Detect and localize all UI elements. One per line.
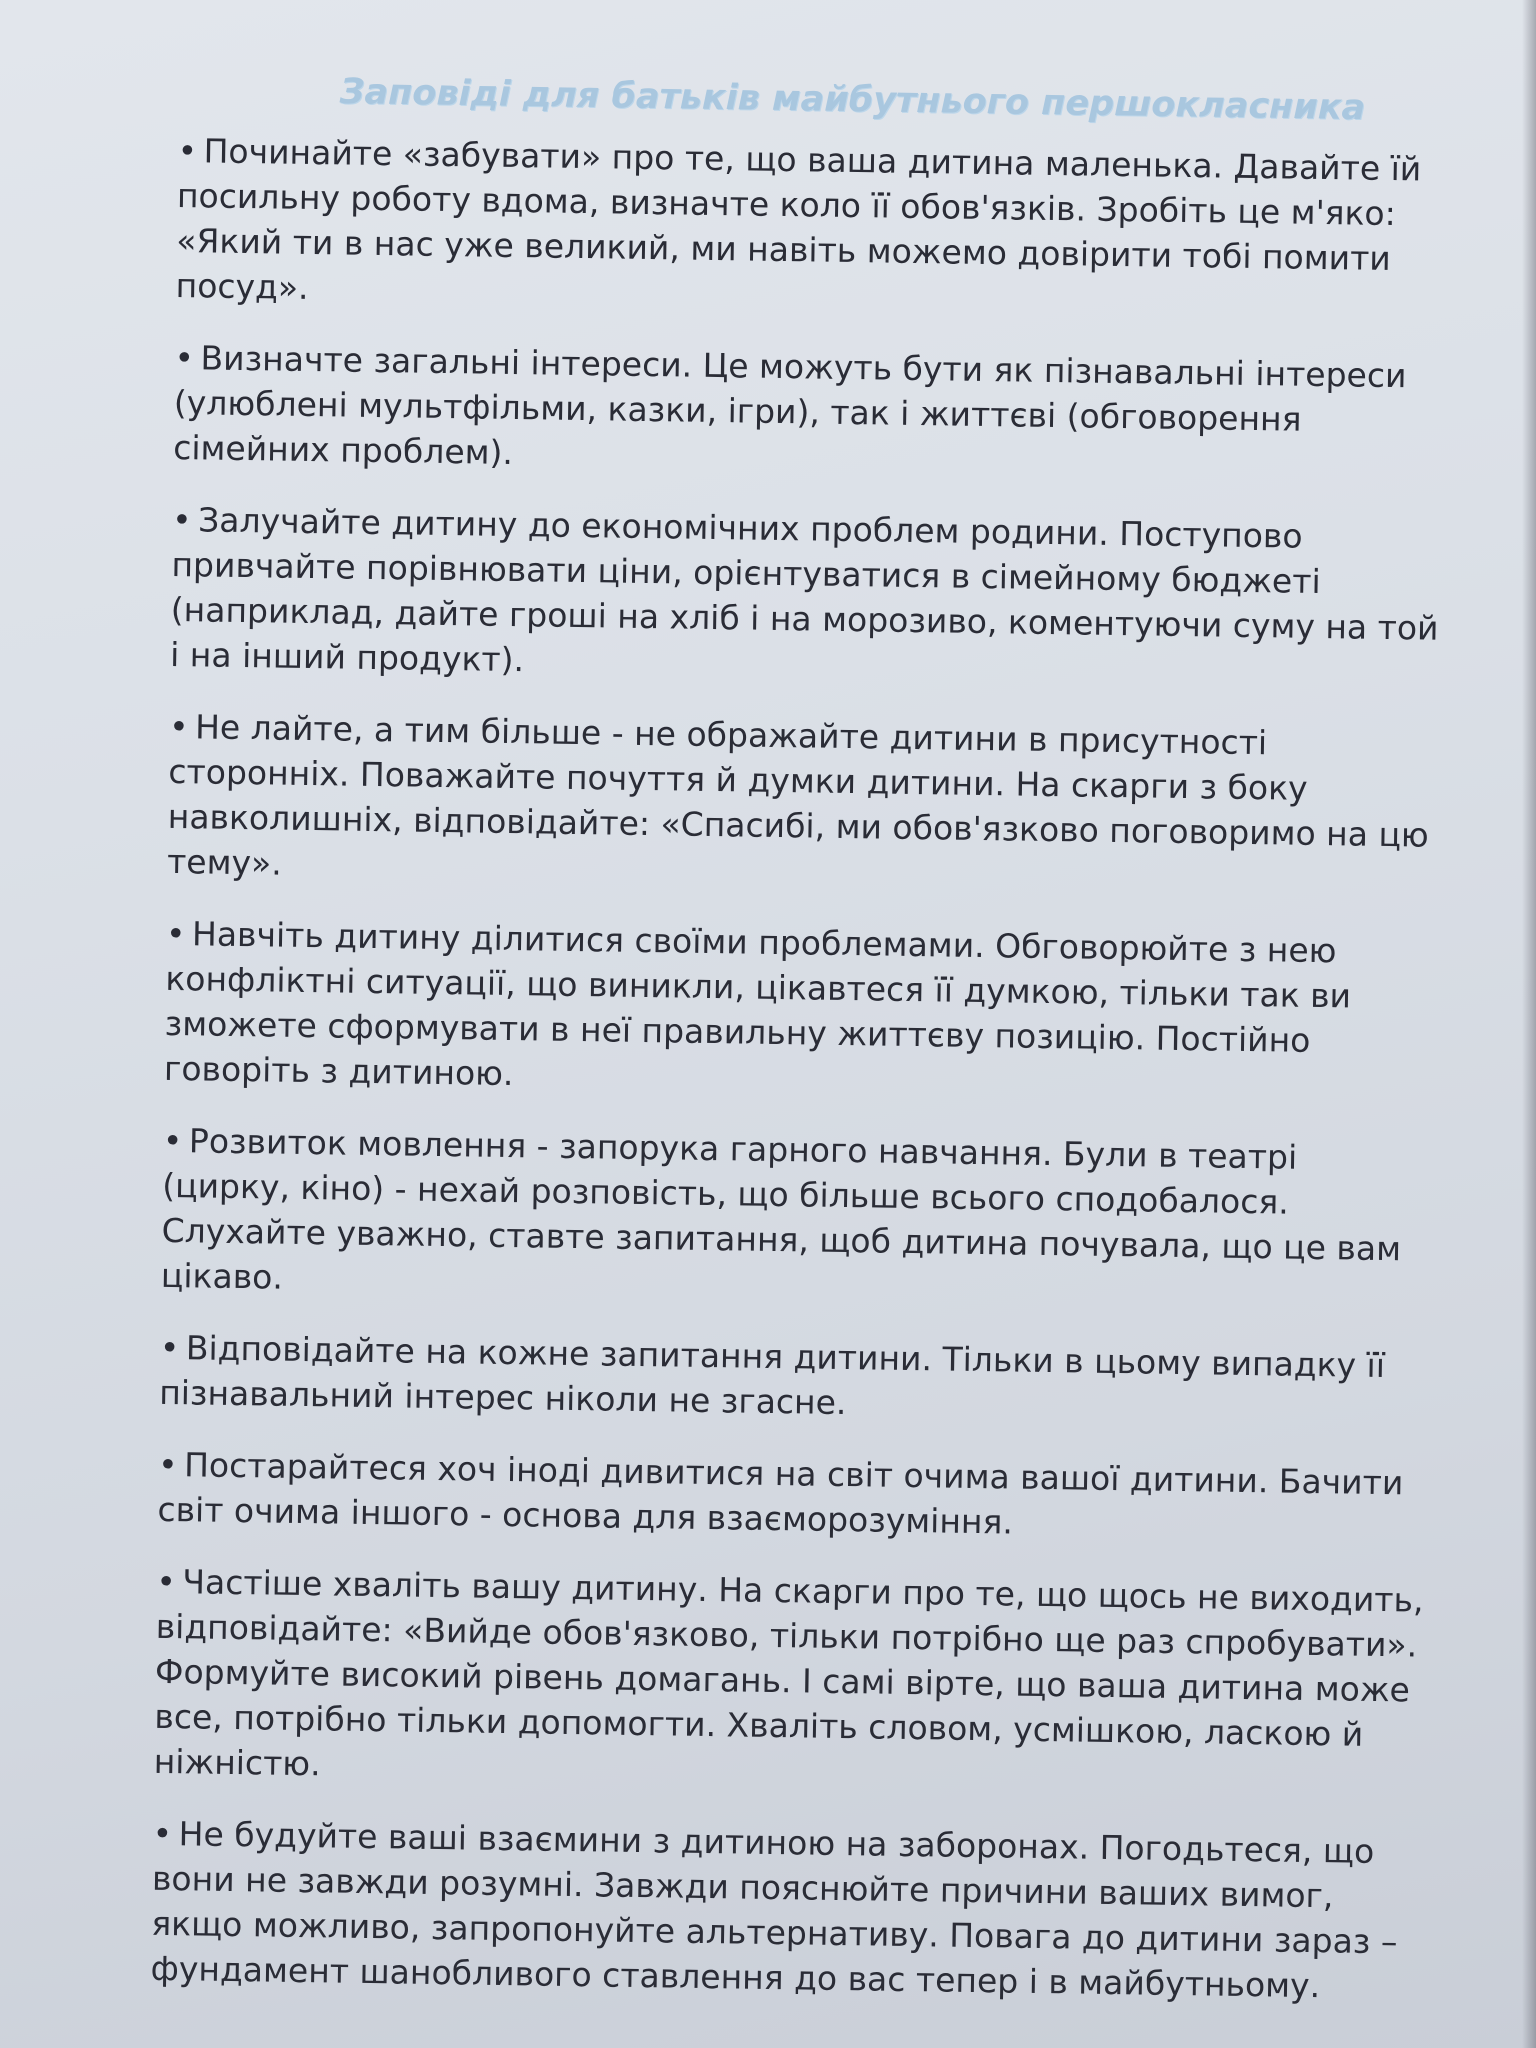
list-item [153, 1559, 1426, 1803]
item-text: Розвиток мовлення - запорука гарного навчання. Були в театрі (цирку, кіно) - нехай розповість, що більше всього сподобалося. Слухайте уважно, ставте запитання, щоб дитина почувала, що це вам цікаво. [160, 1121, 1402, 1297]
item-text: Навчіть дитину ділитися своїми проблемами. Обговорюйте з нею конфліктні ситуації, що виникли, цікавтеся її думкою, тільки так ви зможете сформувати в неї правильну життєву позицію. Постійно говоріть з дитиною. [163, 914, 1352, 1094]
bullet-icon: • [157, 1444, 178, 1485]
bullet-icon: • [156, 1561, 177, 1602]
document-title: Заповіді для батьків майбутнього першокласника [339, 72, 1366, 129]
item-text: Частіше хваліть вашу дитину. На скарги про те, що щось не виходить, відповідайте: «Вийде обов'язково, тільки потрібно ще раз спробувати». Формуйте високий рівень домагань. І самі вірте, що ваша дитина може все, потрібно тільки допомогти. Хваліть словом, усмішкою, ласкою й ніжністю. [153, 1562, 1424, 1784]
item-text: Не будуйте ваші взаємини з дитиною на заборонах. Погодьтеся, що вони не завжди розумні. Завжди пояснюйте причини ваших вимог, якщо можливо, запропонуйте альтернативу. Повага до дитини зараз – фундамент шанобливого ставлення до вас тепер і в майбутньому. [150, 1814, 1398, 2006]
bullet-icon: • [159, 1327, 180, 1368]
list-item [175, 128, 1448, 327]
list-item [161, 1118, 1434, 1317]
item-text: Постарайтеся хоч іноді дивитися на світ очима вашої дитини. Бачити світ очима іншого - основа для взаєморозуміння. [157, 1445, 1404, 1542]
list-item [170, 497, 1443, 696]
bullet-icon: • [177, 130, 198, 171]
list-item [159, 1325, 1430, 1434]
bullet-icon: • [165, 913, 186, 954]
list-item [164, 911, 1437, 1110]
item-text: Залучайте дитину до економічних проблем родини. Поступово привчайте порівнювати ціни, орієнтуватися в сімейному бюджеті (наприклад, дайте гроші на хліб і на морозиво, коментуючи суму на той і на інший продукт). [169, 500, 1439, 680]
list-item [173, 335, 1445, 489]
item-text: Починайте «забувати» про те, що ваша дитина маленька. Давайте їй посильну роботу вдома, визначте коло її обов'язків. Зробіть це м'яко: «Який ти в нас уже великий, ми навіть можемо довірити тобі помити посуд». [175, 131, 1422, 307]
bullet-icon: • [168, 706, 189, 747]
item-text: Не лайте, а тим більше - не ображайте дитини в присутності сторонніх. Поважайте почуття й думки дитини. На скарги з боку навколишніх, відповідайте: «Спасибі, ми обов'язково поговоримо на цю тему». [166, 707, 1430, 883]
bullet-icon: • [152, 1813, 173, 1854]
bullet-icon: • [162, 1120, 183, 1161]
commandments-list [150, 128, 1448, 2037]
list-item [167, 704, 1440, 903]
bullet-icon: • [171, 499, 192, 540]
bullet-icon: • [174, 337, 195, 378]
item-text: Визначте загальні інтереси. Це можуть бути як пізнавальні інтереси (улюблені мультфільми, казки, ігри), так і життєві (обговорення сімейних проблем). [172, 338, 1407, 473]
list-item [150, 1811, 1423, 2010]
item-text: Відповідайте на кожне запитання дитини. Тільки в цьому випадку її пізнавальний інтерес ніколи не згасне. [158, 1328, 1386, 1423]
list-item [157, 1442, 1428, 1551]
